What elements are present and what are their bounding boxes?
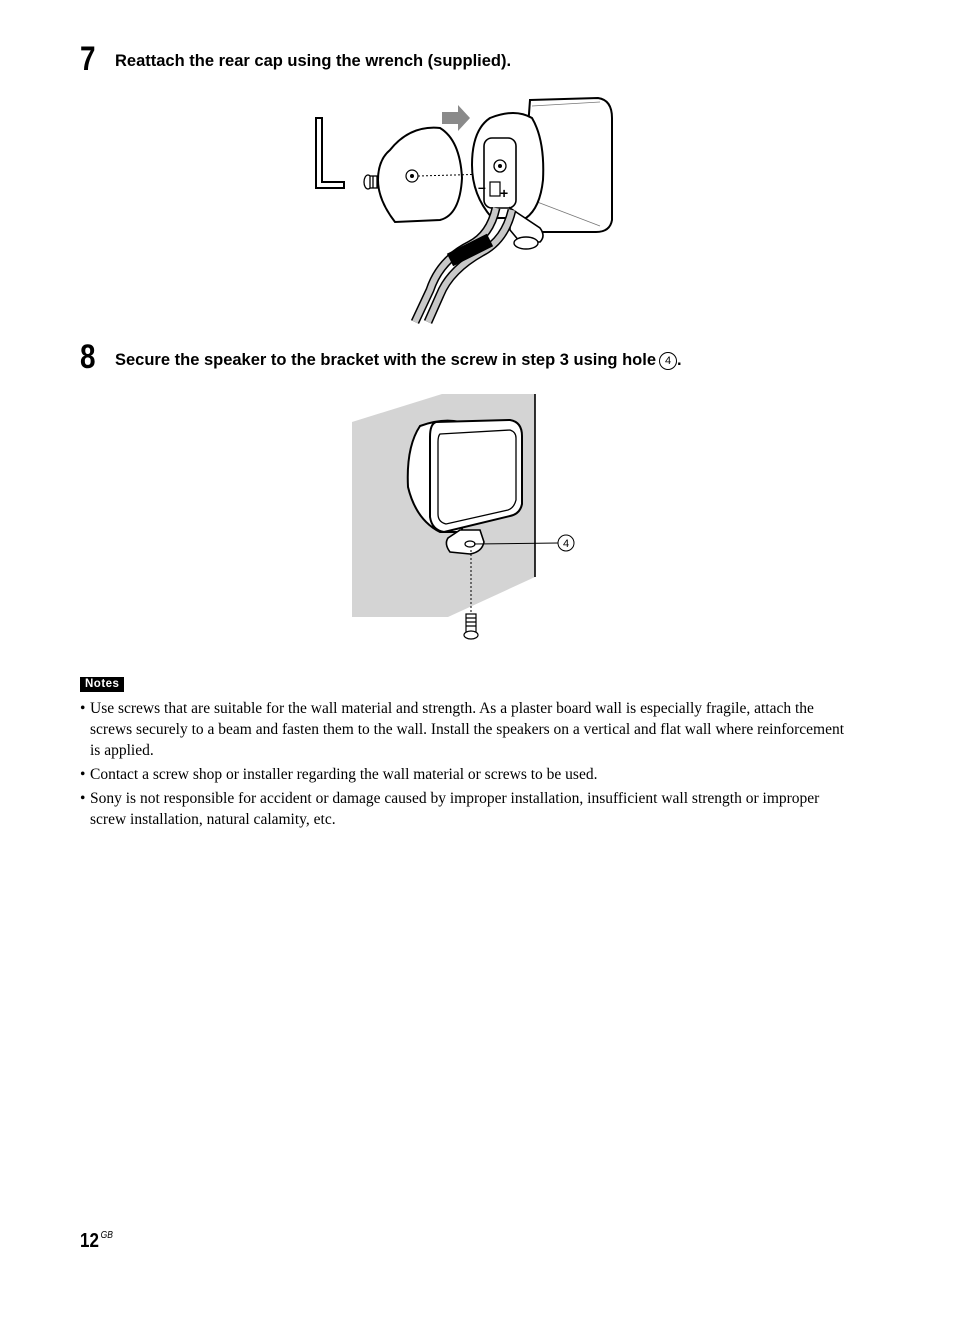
svg-text:+: +: [500, 185, 509, 201]
step-7-instruction: Reattach the rear cap using the wrench (supplied).: [115, 52, 512, 70]
step-8-period: .: [677, 351, 682, 369]
step-8-number: 8: [80, 338, 96, 376]
note-text: Sony is not responsible for accident or damage caused by improper installation, insufficient wall strength or improper screw installation, natural calamity, etc.: [90, 790, 820, 828]
note-text: Use screws that are suitable for the wall material and strength. As a plaster board wall is especially fragile, attach the screws securely to a beam and fasten them to the wall. Install the speakers on a vertical and flat wall where reinforcement is applied.: [90, 700, 845, 759]
note-item: • Sony is not responsible for accident or damage caused by improper installation, insufficient wall strength or improper screw installation, natural calamity, etc.: [80, 790, 820, 828]
page-suffix: GB: [100, 1230, 113, 1241]
hole-4-callout: 4: [562, 538, 570, 550]
note-item: • Use screws that are suitable for the wall material and strength. As a plaster board wall is especially fragile, attach the screws securely to a beam and fasten them to the wall. Install the speakers on a vertical and flat wall where reinforcement is applied.: [80, 700, 845, 759]
figure-secure-speaker: [350, 392, 590, 647]
page-number: [80, 1230, 113, 1253]
step-8-text: Secure the speaker to the bracket with the screw in step 3 using hole: [115, 351, 656, 369]
step-7-number: 7: [80, 40, 96, 78]
note-text: Contact a screw shop or installer regarding the wall material or screws to be used.: [90, 766, 598, 783]
notes-list: [80, 698, 855, 833]
notes-badge: Notes: [80, 677, 124, 692]
svg-text:–: –: [478, 179, 486, 195]
note-item: • Contact a screw shop or installer regarding the wall material or screws to be used.: [80, 766, 598, 783]
step-8-instruction: [115, 350, 682, 370]
figure-reattach-rear-cap: [300, 90, 630, 325]
hole-4-marker: 4: [659, 352, 677, 370]
page-number-value: 12: [80, 1230, 99, 1252]
